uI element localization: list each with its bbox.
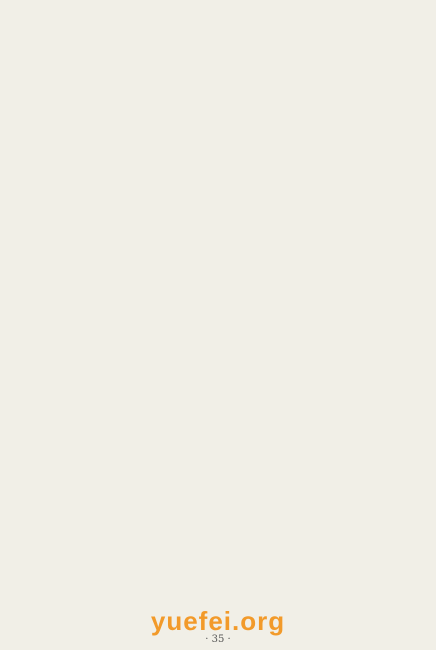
page-number: · 35 ·	[205, 634, 231, 645]
site-watermark: yuefei.org	[150, 606, 286, 636]
body-text	[10, 22, 422, 558]
